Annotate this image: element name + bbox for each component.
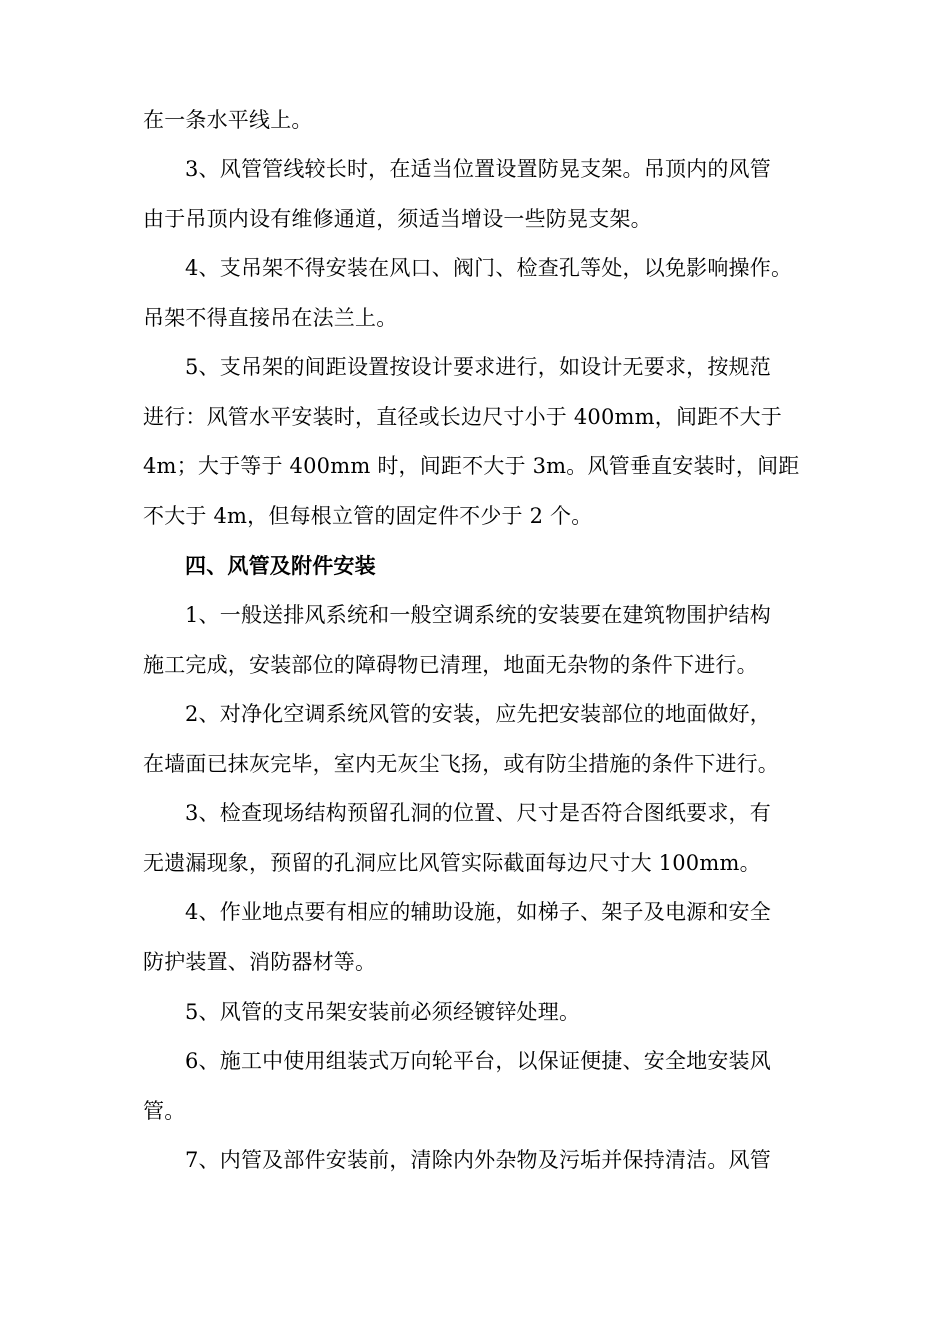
text-line: 无遗漏现象，预留的孔洞应比风管实际截面每边尺寸大 100mm。 — [143, 851, 761, 875]
text-line: 7、内管及部件安装前，清除内外杂物及污垢并保持清洁。风管 — [185, 1148, 771, 1172]
text-line: 3、风管管线较长时，在适当位置设置防晃支架。吊顶内的风管 — [185, 157, 771, 181]
text-line: 在一条水平线上。 — [143, 108, 313, 132]
text-line: 由于吊顶内设有维修通道，须适当增设一些防晃支架。 — [143, 207, 652, 231]
text-line: 3、检查现场结构预留孔洞的位置、尺寸是否符合图纸要求，有 — [185, 801, 771, 825]
text-line: 5、风管的支吊架安装前必须经镀锌处理。 — [185, 1000, 581, 1024]
text-line: 施工完成，安装部位的障碍物已清理，地面无杂物的条件下进行。 — [143, 653, 758, 677]
text-line: 管。 — [143, 1099, 186, 1123]
section-heading: 四、风管及附件安装 — [185, 553, 376, 578]
text-line: 4、支吊架不得安装在风口、阀门、检查孔等处，以免影响操作。 — [185, 256, 793, 280]
text-line: 在墙面已抹灰完毕，室内无灰尘飞扬，或有防尘措施的条件下进行。 — [143, 752, 779, 776]
text-line: 吊架不得直接吊在法兰上。 — [143, 306, 398, 330]
text-line: 6、施工中使用组装式万向轮平台，以保证便捷、安全地安装风 — [185, 1049, 771, 1073]
text-line: 1、一般送排风系统和一般空调系统的安装要在建筑物围护结构 — [185, 603, 771, 627]
text-line: 4、作业地点要有相应的辅助设施，如梯子、架子及电源和安全 — [185, 900, 771, 924]
text-line: 2、对净化空调系统风管的安装，应先把安装部位的地面做好， — [185, 702, 771, 726]
text-line: 防护装置、消防器材等。 — [143, 950, 377, 974]
text-line: 5、支吊架的间距设置按设计要求进行，如设计无要求，按规范 — [185, 355, 771, 379]
text-line: 4m；大于等于 400mm 时，间距不大于 3m。风管垂直安装时，间距 — [143, 454, 800, 478]
text-line: 进行：风管水平安装时，直径或长边尺寸小于 400mm，间距不大于 — [143, 405, 782, 429]
text-line: 不大于 4m，但每根立管的固定件不少于 2 个。 — [143, 504, 593, 528]
